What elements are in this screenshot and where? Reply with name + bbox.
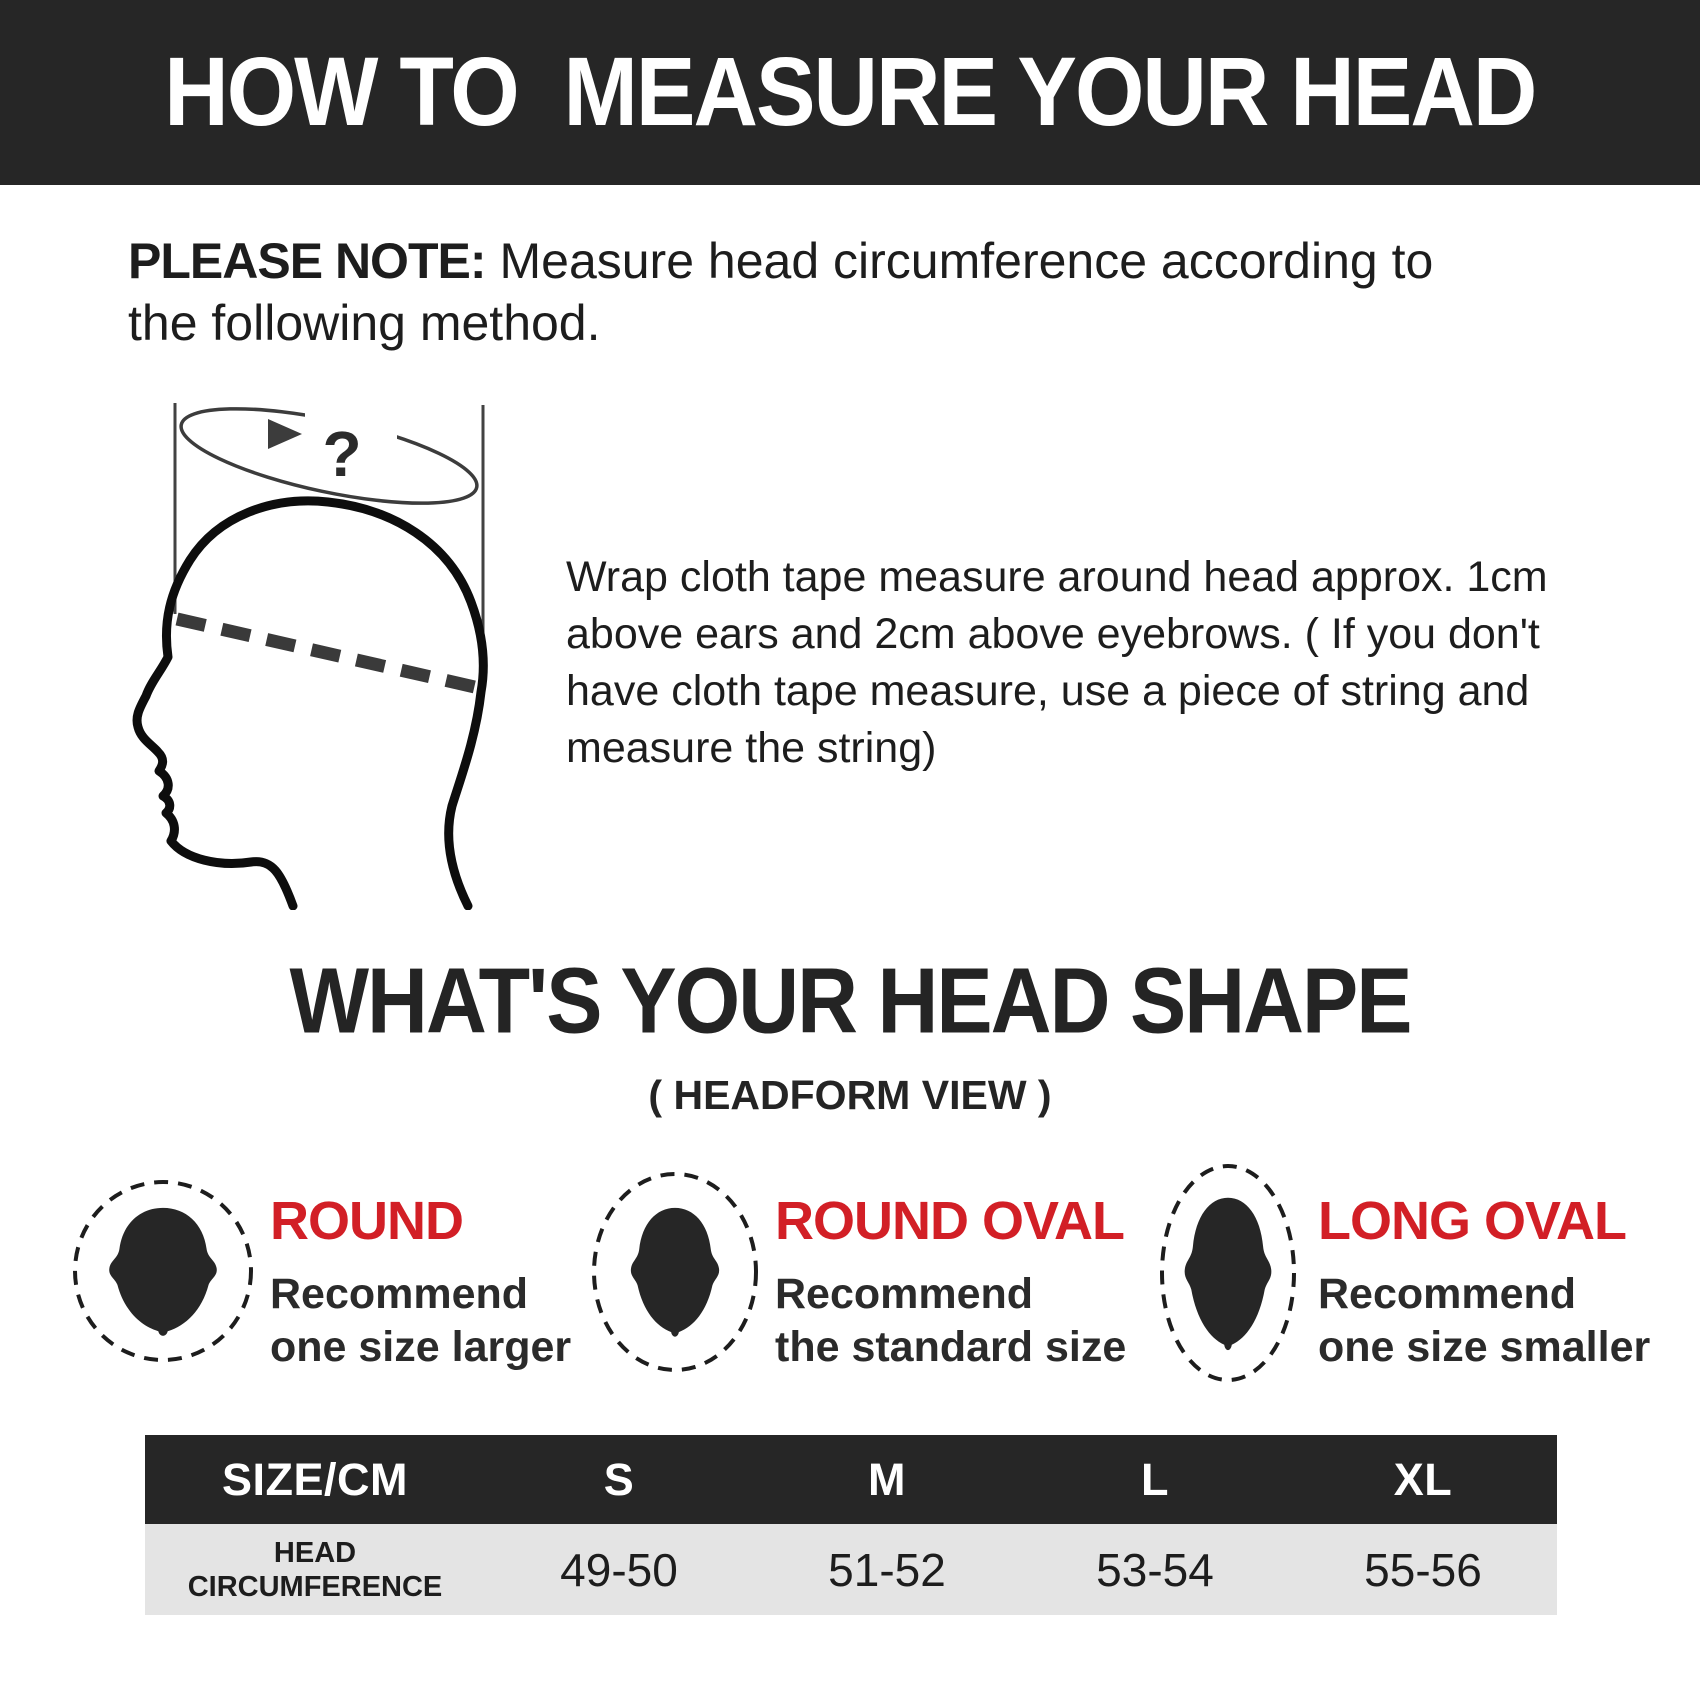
measure-dashed-line [177,619,479,688]
header-size-s: S [603,1453,635,1505]
header-size-m: M [868,1453,906,1505]
round-oval-label: ROUND OVAL [775,1191,1124,1251]
instructions-line3: have cloth tape measure, use a piece of string and [566,667,1530,715]
round-desc-line2: one size larger [270,1323,572,1371]
header-size-xl: XL [1393,1453,1453,1505]
long-oval-headform-icon [1158,1163,1298,1383]
round-oval-headform-icon [589,1170,761,1374]
round-label: ROUND [270,1191,463,1251]
size-table-data-row [145,1524,1557,1615]
head-measure-illustration [100,365,520,910]
row-label-line1: HEAD [273,1536,357,1569]
round-headform-icon [68,1178,258,1364]
round-oval-desc-line2: the standard size [775,1323,1127,1371]
page-title: HOW TO MEASURE YOUR HEAD [164,37,1536,147]
instructions-line1: Wrap cloth tape measure around head approx. 1cm [566,553,1548,601]
instructions-line4: measure the string) [566,724,937,772]
value-size-s: 49-50 [560,1543,678,1596]
value-size-l: 53-54 [1096,1543,1214,1596]
question-mark: ? [322,418,362,490]
title-banner [0,0,1700,185]
long-oval-desc-line1: Recommend [1318,1270,1577,1318]
size-table-header-row [145,1435,1557,1524]
please-note-label: PLEASE NOTE: [128,233,486,289]
row-label-line2: CIRCUMFERENCE [187,1570,443,1603]
round-shape-info [270,1190,571,1374]
value-size-m: 51-52 [828,1543,946,1596]
value-size-xl: 55-56 [1364,1543,1482,1596]
please-note [128,230,1608,354]
round-oval-desc-line1: Recommend [775,1270,1034,1318]
headform-silhouette [109,1208,217,1336]
header-size-l: L [1141,1453,1169,1505]
rotation-arrow-icon [268,419,302,449]
please-note-line2: the following method. [128,295,601,351]
long-oval-shape-info [1318,1190,1650,1374]
head-shape-title: WHAT'S YOUR HEAD SHAPE [289,949,1411,1053]
round-oval-shape-info [775,1190,1126,1374]
long-oval-desc-line2: one size smaller [1318,1323,1651,1371]
long-oval-label: LONG OVAL [1318,1191,1626,1251]
head-shape-subtitle: ( HEADFORM VIEW ) [648,1072,1052,1118]
headform-silhouette [1185,1198,1272,1350]
head-profile-outline [137,501,483,906]
measuring-instructions [566,549,1548,777]
headform-silhouette [631,1208,719,1337]
header-size-cm: SIZE/CM [221,1453,408,1505]
please-note-line1 [128,230,1608,292]
row-label-head-circumference [145,1524,485,1615]
please-note-text: Measure head circumference according to [499,233,1434,289]
instructions-line2: above ears and 2cm above eyebrows. ( If you don't [566,610,1540,658]
round-desc-line1: Recommend [270,1270,529,1318]
size-table [145,1435,1557,1615]
